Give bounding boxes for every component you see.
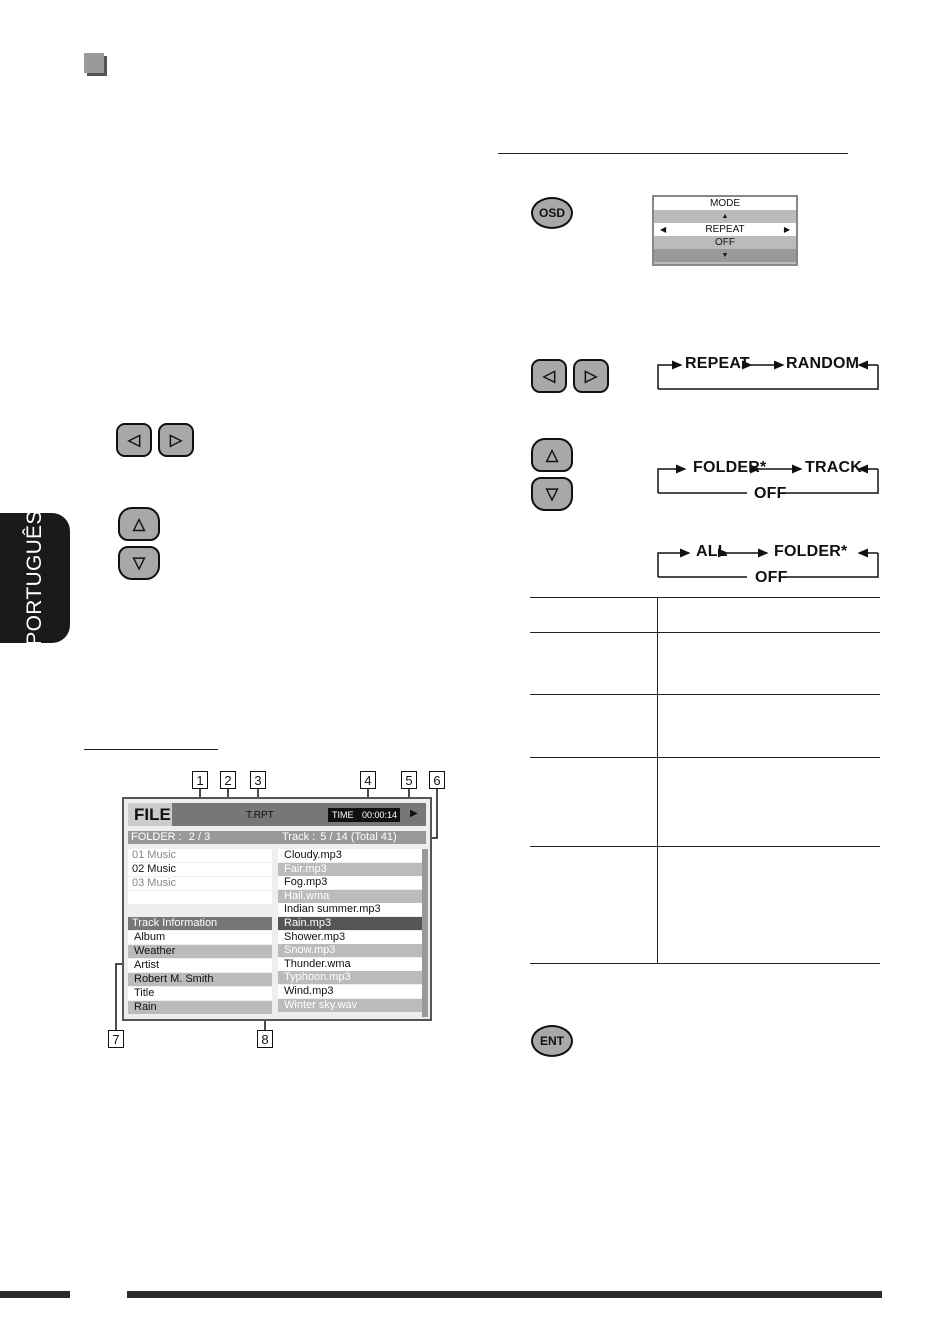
track-value: 5 / 14 (Total 41) [320,831,397,843]
folder-bar [128,831,278,844]
flow-repeat: REPEAT [685,355,750,372]
track-bar [278,831,426,844]
track-info-row: Robert M. Smith [128,973,272,986]
track-info-header: Track Information [128,917,272,930]
flow-all: ALL [696,543,728,560]
up-button-2[interactable] [531,438,573,472]
play-icon: ▶ [410,808,418,819]
folder-item[interactable]: 02 Music [128,863,272,876]
down-arrow-icon: ▽ [545,486,559,503]
left-arrow-icon: ◁ [542,368,556,385]
section-marker [84,53,104,73]
track-item[interactable]: Typhoon.mp3 [278,971,422,984]
track-info-row: Album [128,931,272,944]
track-list [278,849,422,1012]
track-item[interactable]: Wind.mp3 [278,985,422,998]
time-display [328,808,400,822]
track-item[interactable]: Fair.mp3 [278,863,422,876]
up-arrow-icon: △ [132,516,146,533]
callout-6: 6 [429,771,445,789]
track-item-selected[interactable]: Rain.mp3 [278,917,422,930]
track-info-row: Weather [128,945,272,958]
track-item[interactable]: Winter sky.wav [278,999,422,1012]
osd-button[interactable] [531,197,573,229]
right-button[interactable] [158,423,194,457]
down-arrow-icon: ▽ [132,555,146,572]
language-tab-label: PORTUGUÊS [23,510,46,646]
flow-off: OFF [754,485,787,502]
menu-item-label: REPEAT [705,224,745,235]
menu-left-arrow-icon: ◀ [660,225,667,234]
folder-item[interactable]: 01 Music [128,849,272,862]
menu-item-repeat[interactable] [654,223,796,236]
table-rule [530,597,880,598]
track-info-panel [128,917,272,1014]
track-item[interactable]: Cloudy.mp3 [278,849,422,862]
track-info-row: Artist [128,959,272,972]
menu-down-arrow-icon: ▼ [654,249,796,262]
track-scrollbar[interactable] [422,849,428,1017]
folder-value: 2 / 3 [188,831,211,843]
menu-value: OFF [715,237,735,248]
track-info-row: Title [128,987,272,1000]
track-item[interactable]: Thunder.wma [278,958,422,971]
track-label: Track : [282,831,316,843]
track-item[interactable]: Indian summer.mp3 [278,903,422,916]
folder-item[interactable]: 03 Music [128,877,272,890]
footer-bar-left [0,1291,70,1298]
footer-bar-right [127,1291,882,1298]
language-tab [0,510,70,646]
callout-7: 7 [108,1030,124,1048]
callout-2: 2 [220,771,236,789]
flow-folder-2: FOLDER* [774,543,848,560]
track-item[interactable]: Hail.wma [278,890,422,903]
callout-1: 1 [192,771,208,789]
track-item[interactable]: Snow.mp3 [278,944,422,957]
file-screen [122,797,432,1021]
screen-title: FILE [128,803,172,826]
right-arrow-icon: ▷ [584,368,598,385]
right-arrow-icon: ▷ [169,432,183,449]
flow-random: RANDOM [786,355,860,372]
callout-8: 8 [257,1030,273,1048]
down-button-2[interactable] [531,477,573,511]
track-item[interactable]: Shower.mp3 [278,931,422,944]
table-divider [657,597,658,963]
up-arrow-icon: △ [545,447,559,464]
flow-off-2: OFF [755,569,788,586]
time-label: TIME [332,810,354,820]
left-button[interactable] [116,423,152,457]
time-value: 00:00:14 [362,810,398,820]
folder-list [128,849,272,905]
osd-menu [652,195,798,266]
table-rule [530,694,880,695]
callout-5: 5 [401,771,417,789]
right-button-2[interactable] [573,359,609,393]
menu-right-arrow-icon: ▶ [783,225,790,234]
table-rule [530,846,880,847]
ent-button-label: ENT [540,1034,564,1048]
table-rule [530,757,880,758]
ent-button[interactable] [531,1025,573,1057]
table-rule [530,963,880,964]
track-item[interactable]: Fog.mp3 [278,876,422,889]
up-button[interactable] [118,507,160,541]
folder-item[interactable] [128,891,272,904]
folder-label: FOLDER : [131,831,182,843]
menu-up-arrow-icon: ▲ [721,213,729,220]
left-section-rule [84,749,218,750]
flow-folder: FOLDER* [693,459,767,476]
down-button[interactable] [118,546,160,580]
repeat-indicator: T.RPT [246,810,274,821]
table-rule [530,632,880,633]
track-info-row: Rain [128,1001,272,1014]
right-section-rule [498,153,848,154]
menu-title: MODE [654,197,796,210]
left-arrow-icon: ◁ [127,432,141,449]
osd-button-label: OSD [538,206,565,220]
left-button-2[interactable] [531,359,567,393]
flow-track: TRACK [805,459,862,476]
callout-4: 4 [360,771,376,789]
callout-3: 3 [250,771,266,789]
